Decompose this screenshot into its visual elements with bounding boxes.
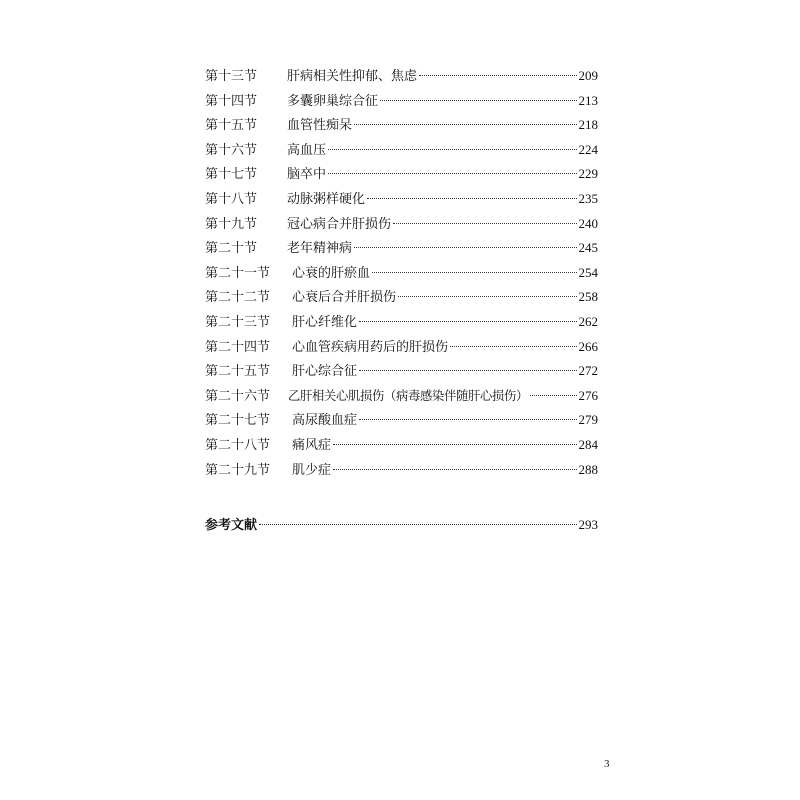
- toc-entry-title: 冠心病合并肝损伤: [287, 216, 392, 232]
- toc-entry[interactable]: [205, 113, 598, 138]
- toc-entry-title: 脑卒中: [287, 167, 327, 183]
- toc-page-number: 284: [578, 436, 598, 452]
- dot-leader: [359, 321, 576, 322]
- toc-page-number: 235: [578, 190, 598, 206]
- toc-entry-title: 动脉粥样硬化: [287, 191, 366, 207]
- toc-page-number: 276: [578, 387, 598, 403]
- toc-entry[interactable]: [205, 187, 598, 212]
- toc-entry-title: 痛风症: [292, 437, 332, 453]
- toc-entry-title: 肝病相关性抑郁、焦虑: [287, 69, 418, 84]
- toc-entry[interactable]: [205, 408, 598, 433]
- toc-entry-title: 乙肝相关心肌损伤（病毒感染伴随肝心损伤）: [288, 388, 528, 403]
- toc-section-number: 第十七节: [205, 167, 258, 183]
- dot-leader: [333, 444, 576, 445]
- toc-section-number: 第二十七节: [205, 413, 271, 429]
- toc-entry-title: 心衰后合并肝损伤: [292, 290, 397, 306]
- toc-entry[interactable]: [205, 335, 598, 360]
- toc-entry[interactable]: [205, 162, 598, 187]
- toc-section-number: 第二十节: [205, 241, 258, 257]
- toc-entry-title: 高血压: [287, 142, 327, 158]
- toc-entry[interactable]: [205, 433, 598, 458]
- toc-page-number: 279: [578, 412, 598, 428]
- dot-leader: [333, 469, 576, 470]
- toc-section-number: 第二十九节: [205, 462, 271, 478]
- dot-leader: [372, 272, 576, 273]
- toc-page-number: 254: [578, 264, 598, 280]
- toc-page-number: 218: [578, 117, 598, 133]
- toc-entry-title: 多囊卵巢综合征: [287, 93, 379, 109]
- toc-entry-title: 心血管疾病用药后的肝损伤: [292, 339, 449, 355]
- references-page-number: 293: [578, 517, 598, 532]
- dot-leader: [367, 198, 576, 199]
- table-of-contents: [205, 64, 598, 482]
- dot-leader: [380, 100, 576, 101]
- toc-section-number: 第十五节: [205, 118, 258, 134]
- toc-page-number: 288: [578, 461, 598, 477]
- toc-entry[interactable]: [205, 285, 598, 310]
- dot-leader: [328, 149, 576, 150]
- toc-page-number: 272: [578, 363, 598, 379]
- toc-section-number: 第二十六节: [205, 388, 271, 404]
- toc-section-number: 第十四节: [205, 93, 258, 109]
- toc-page-number: 213: [578, 92, 598, 108]
- page-number: 3: [604, 758, 610, 770]
- dot-leader: [419, 75, 576, 76]
- toc-section-number: 第二十一节: [205, 265, 271, 281]
- toc-page-number: 266: [578, 338, 598, 354]
- toc-section-number: 第十九节: [205, 216, 258, 232]
- dot-leader: [359, 370, 576, 371]
- toc-section-number: 第二十二节: [205, 290, 271, 306]
- toc-entry-title: 肝心纤维化: [292, 314, 358, 330]
- toc-entry[interactable]: [205, 236, 598, 261]
- toc-entry[interactable]: [205, 384, 598, 409]
- dot-leader: [450, 346, 576, 347]
- toc-entry[interactable]: [205, 310, 598, 335]
- toc-entry-title: 心衰的肝瘀血: [292, 265, 371, 281]
- toc-page-number: 240: [578, 215, 598, 231]
- references-title: 参考文献: [205, 518, 258, 533]
- dot-leader: [259, 524, 576, 525]
- toc-section-number: 第十八节: [205, 191, 258, 207]
- dot-leader: [530, 395, 577, 396]
- toc-entry[interactable]: [205, 458, 598, 483]
- toc-entry-title: 血管性痴呆: [287, 118, 353, 134]
- toc-entry-title: 肝心综合征: [292, 364, 358, 380]
- dot-leader: [398, 296, 576, 297]
- toc-page-number: 258: [578, 289, 598, 305]
- toc-entry[interactable]: [205, 212, 598, 237]
- toc-entry[interactable]: [205, 89, 598, 114]
- toc-page-number: 245: [578, 240, 598, 256]
- dot-leader: [359, 419, 576, 420]
- toc-page-number: 229: [578, 166, 598, 182]
- toc-section-number: 第十三节: [205, 69, 258, 84]
- toc-page-number: 224: [578, 141, 598, 157]
- toc-section-number: 第二十三节: [205, 314, 271, 330]
- toc-entry-title: 肌少症: [292, 462, 332, 478]
- dot-leader: [354, 124, 576, 125]
- toc-entry[interactable]: [205, 138, 598, 163]
- toc-entry[interactable]: [205, 64, 598, 89]
- toc-page-number: 209: [578, 68, 598, 83]
- dot-leader: [393, 223, 576, 224]
- toc-section-number: 第二十八节: [205, 437, 271, 453]
- dot-leader: [354, 247, 576, 248]
- references-entry[interactable]: [205, 513, 598, 538]
- toc-entry[interactable]: [205, 359, 598, 384]
- toc-page-number: 262: [578, 313, 598, 329]
- toc-section-number: 第二十五节: [205, 364, 271, 380]
- toc-entry-title: 高尿酸血症: [292, 413, 358, 429]
- toc-section-number: 第十六节: [205, 142, 258, 158]
- dot-leader: [328, 173, 576, 174]
- toc-entry-title: 老年精神病: [287, 241, 353, 257]
- toc-section-number: 第二十四节: [205, 339, 271, 355]
- toc-entry[interactable]: [205, 261, 598, 286]
